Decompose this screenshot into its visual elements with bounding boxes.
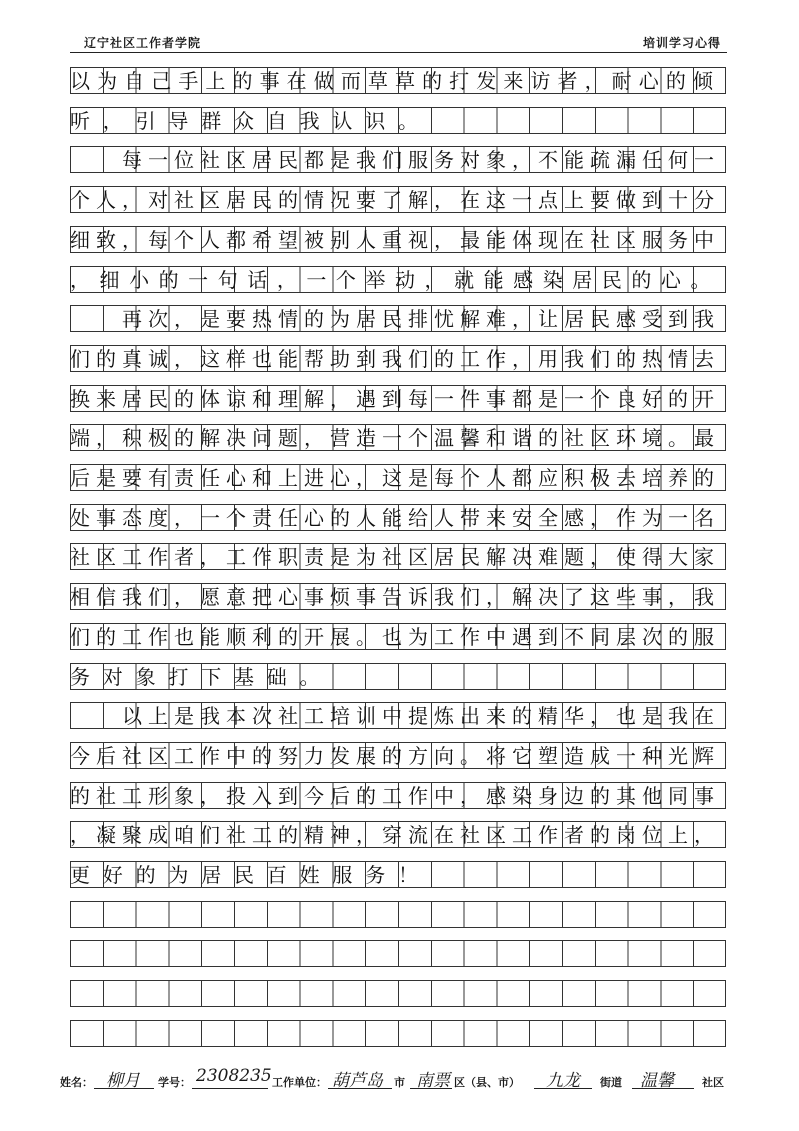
- body-line: 务对象打下基础。: [70, 664, 333, 689]
- body-line: ，细小的一句话，一个举动，就能感染居民的心。: [70, 267, 720, 292]
- grid-row: [70, 464, 726, 491]
- district-suffix: 区（县、市）: [454, 1076, 520, 1089]
- body-line: 再次，是要热情的为居民排忧解难，让居民感受到我: [70, 307, 720, 332]
- district-value: 南票: [416, 1071, 450, 1091]
- city-suffix: 市: [394, 1076, 405, 1089]
- grid-row: [70, 504, 726, 531]
- city-value: 葫芦岛: [332, 1071, 383, 1091]
- grid-row: [70, 385, 726, 412]
- grid-row: [70, 424, 726, 451]
- grid-row: [70, 861, 726, 888]
- id-label: 学号：: [158, 1076, 191, 1089]
- body-line: 后是要有责任心和上进心，这是每个人都应积极去培养的: [70, 466, 720, 490]
- body-line: 听，引导群众自我认识。: [70, 108, 431, 133]
- city-underline: [328, 1088, 392, 1089]
- grid-row: [70, 186, 726, 213]
- street-suffix: 街道: [600, 1076, 622, 1089]
- grid-row: [70, 901, 726, 928]
- header-divider: [70, 52, 727, 53]
- body-line: 相信我们，愿意把心事烦事告诉我们，解决了这些事，我: [70, 585, 720, 610]
- grid-row: [70, 583, 726, 610]
- street-value: 九龙: [546, 1071, 580, 1091]
- name-value: 柳月: [106, 1071, 140, 1091]
- grid-row: [70, 702, 726, 729]
- body-line: 端，积极的解决问题，营造一个温馨和谐的社区环境。最: [70, 426, 720, 451]
- name-label: 姓名：: [60, 1076, 93, 1089]
- grid-row: [70, 623, 726, 650]
- body-line: 以上是我本次社工培训中提炼出来的精华，也是我在: [70, 704, 720, 729]
- header-right-title: 培训学习心得: [642, 36, 721, 50]
- grid-row: [70, 1020, 726, 1047]
- grid-row: [70, 305, 726, 332]
- header-left-title: 辽宁社区工作者学院: [84, 36, 202, 50]
- grid-row: [70, 107, 726, 134]
- grid-row: [70, 940, 726, 967]
- body-line: 今后社区工作中的努力发展的方向。将它塑造成一种光辉: [70, 743, 720, 768]
- grid-row: [70, 782, 726, 809]
- body-line: 们的真诚，这样也能帮助到我们的工作，用我们的热情去: [70, 346, 720, 371]
- grid-row: [70, 980, 726, 1007]
- body-line: 社区工作者，工作职责是为社区居民解决难题，使得大家: [70, 545, 720, 570]
- id-underline: [192, 1088, 268, 1089]
- footer: [60, 1068, 740, 1092]
- unit-label: 工作单位：: [272, 1076, 327, 1089]
- body-line: 细致，每个人都希望被别人重视，最能体现在社区服务中: [70, 227, 720, 252]
- body-line: 处事态度，一个责任心的人能给人带来安全感，作为一名: [70, 505, 720, 530]
- body-line: 以为自己手上的事在做而草草的打发来访者，耐心的倾: [70, 69, 720, 93]
- grid-row: [70, 345, 726, 372]
- community-underline: [632, 1088, 694, 1089]
- body-line: 个人，对社区居民的情况要了解，在这一点上要做到十分: [70, 188, 720, 213]
- id-value: 2308235: [196, 1066, 272, 1086]
- name-underline: [94, 1088, 154, 1089]
- body-line: 们的工作也能顺利的开展。也为工作中遇到不同层次的服: [70, 624, 720, 649]
- grid-row: [70, 67, 726, 94]
- grid-row: [70, 146, 726, 173]
- grid-row: [70, 821, 726, 848]
- body-line: 换来居民的体谅和理解，遇到每一件事都是一个良好的开: [70, 386, 720, 411]
- grid-row: [70, 663, 726, 690]
- grid-row: [70, 226, 726, 253]
- body-line: 更好的为居民百姓服务！: [70, 863, 431, 887]
- writing-grid: [70, 67, 726, 1060]
- body-line: 每一位社区居民都是我们服务对象，不能疏漏任何一: [70, 148, 720, 173]
- grid-row: [70, 742, 726, 769]
- grid-row: [70, 543, 726, 570]
- body-line: 的社工形象，投入到今后的工作中，感染身边的其他同事: [70, 783, 720, 808]
- grid-row: [70, 266, 726, 293]
- community-suffix: 社区: [702, 1076, 724, 1089]
- community-value: 温馨: [640, 1071, 674, 1091]
- body-line: ，凝聚成咱们社工的精神，穿流在社区工作者的岗位上，: [70, 823, 720, 848]
- district-underline: [410, 1088, 452, 1089]
- street-underline: [534, 1088, 592, 1089]
